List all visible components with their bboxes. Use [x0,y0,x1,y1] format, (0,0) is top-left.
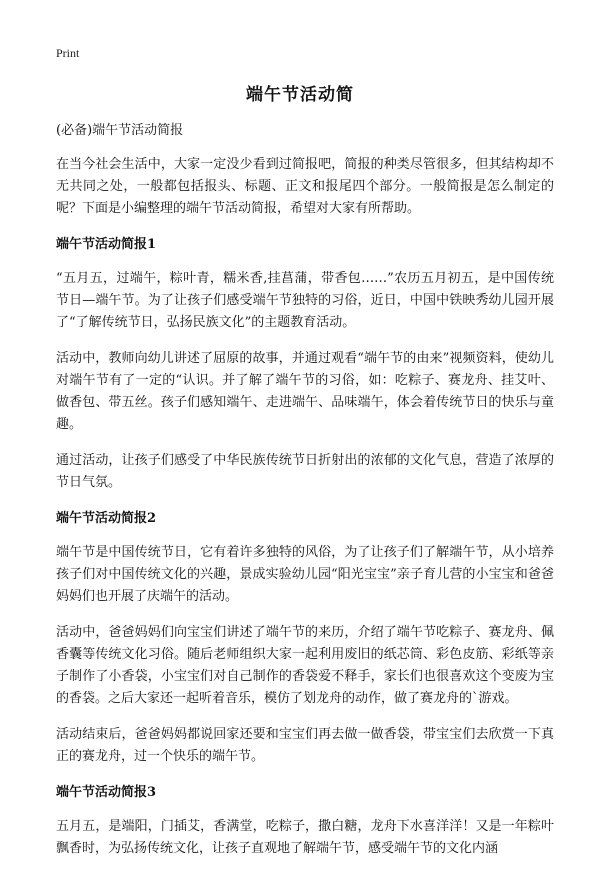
paragraph: “五月五，过端午，粽叶青，糯米香,挂菖蒲，带香包……”农历五月初五，是中国传统节日—端午节。为了让孩子们感受端午节独特的习俗，近日，中国中铁映秀幼儿园开展了“了解传统节日，弘扬民族文化”的主题教育活动。 [56,271,554,330]
section-report-3 [56,782,554,860]
paragraph: 端午节是中国传统节日，它有着许多独特的风俗，为了让孩子们了解端午节，从小培养孩子们对中国传统文化的兴趣，景成实验幼儿园“阳光宝宝”亲子育儿营的小宝宝和爸爸妈妈们也开展了庆端午的活动。 [56,545,554,604]
paragraph: 活动中，教师向幼儿讲述了屈原的故事，并通过观看“端午节的由来”视频资料，使幼儿对端午节有了一定的“认识。并了解了端午节的习俗，如：吃粽子、赛龙舟、挂艾叶、做香包、带五丝。孩子们感知端午、走进端午、品味端午，体会着传统节日的快乐与童趣。 [56,351,554,432]
section-heading: 端午节活动简报3 [56,785,157,800]
document-body [56,120,554,874]
section-report-1 [56,234,554,494]
paragraph: 活动中，爸爸妈妈们向宝宝们讲述了端午节的来历，介绍了端午节吃粽子、赛龙舟、佩香囊等传统文化习俗。随后老师组织大家一起利用废旧的纸芯筒、彩色皮筋、彩纸等亲子制作了小香袋，小宝宝们对自己制作的香袋爱不释手，家长们也很喜欢这个变废为宝的香袋。之后大家还一起听着音乐，模仿了划龙舟的动作，做了赛龙舟的`游戏。 [56,625,554,706]
paragraph: 五月五，是端阳，门插艾，香满堂，吃粽子，撒白糖，龙舟下水喜洋洋！又是一年粽叶飘香时，为弘扬传统文化，让孩子直观地了解端午节，感受端午节的文化内涵 [56,819,554,856]
document-subtitle: (必备)端午节活动简报 [56,123,184,138]
paragraph: 活动结束后，爸爸妈妈都说回家还要和宝宝们再去做一做香袋，带宝宝们去欣赏一下真正的赛龙舟，过一个快乐的端午节。 [56,727,554,764]
print-link[interactable]: Print [56,46,80,60]
section-heading: 端午节活动简报1 [56,237,157,252]
intro-paragraph: 在当今社会生活中，大家一定没少看到过简报吧，简报的种类尽管很多，但其结构却不无共同之处，一般都包括报头、标题、正文和报尾四个部分。一般简报是怎么制定的呢？下面是小编整理的端午节活动简报，希望对大家有所帮助。 [56,157,554,216]
paragraph: 通过活动，让孩子们感受了中华民族传统节日折射出的浓郁的文化气息，营造了浓厚的节日气氛。 [56,453,554,490]
page-title: 端午节活动简 [246,85,354,105]
section-heading: 端午节活动简报2 [56,511,157,526]
section-report-2 [56,508,554,768]
